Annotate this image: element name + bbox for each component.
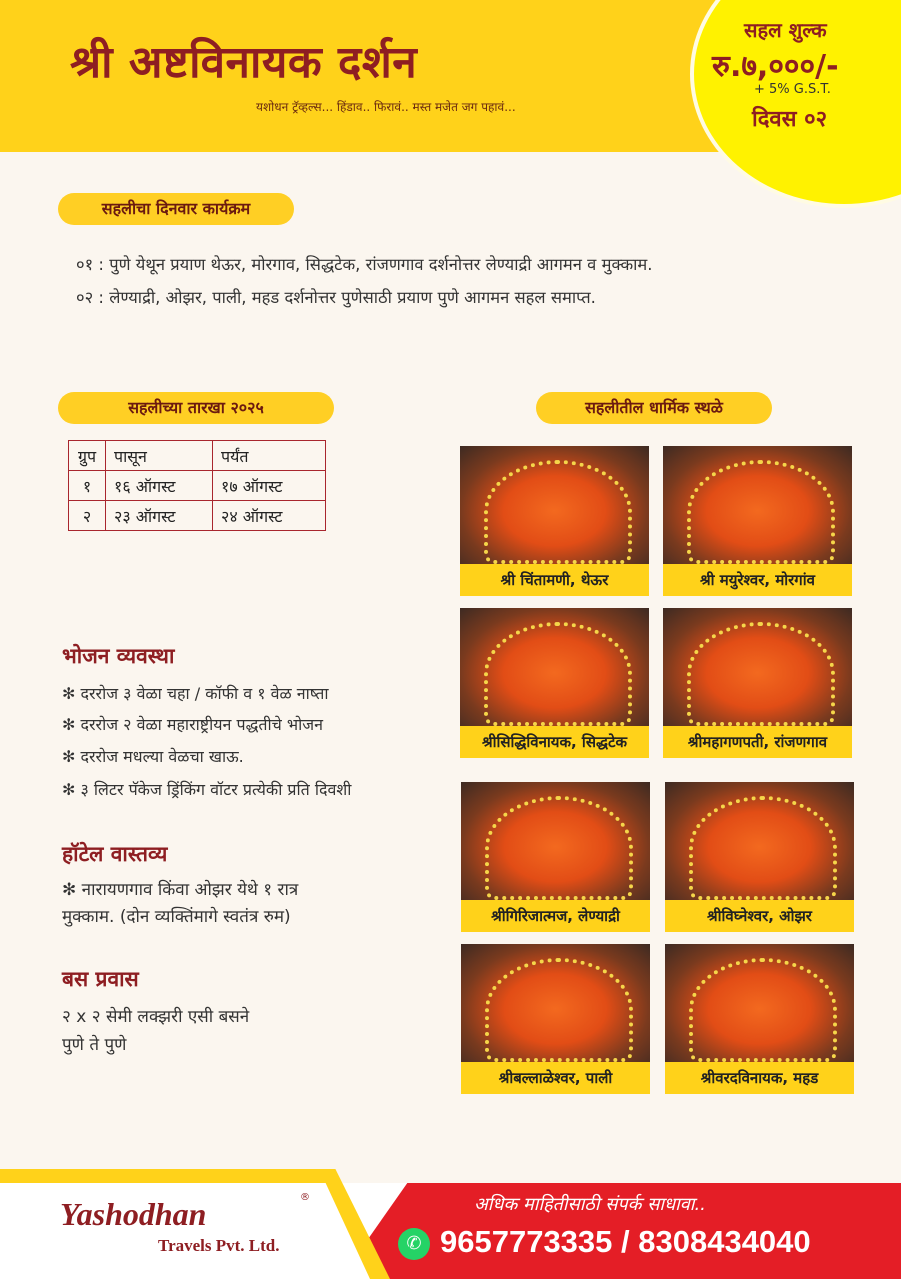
- temple-card-pali: [461, 944, 650, 1094]
- table-cell: २४ ऑगस्ट: [213, 501, 326, 531]
- contact-note: अधिक माहितीसाठी संपर्क साधावा..: [474, 1194, 706, 1215]
- table-row: [69, 471, 326, 501]
- price-value: रु.७,०००/-: [712, 49, 839, 84]
- temple-caption: श्री मयुरेश्वर, मोरगांव: [663, 564, 852, 596]
- ganesha-photo: [663, 446, 852, 564]
- ganesha-photo: [665, 944, 854, 1062]
- whatsapp-phone-icon: ✆: [398, 1228, 430, 1260]
- company-name: Travels Pvt. Ltd.: [158, 1236, 280, 1255]
- hotel-line-2: मुक्काम. (दोन व्यक्तिंमागे स्वतंत्र रुम): [62, 907, 291, 927]
- dates-table: [68, 440, 326, 531]
- temple-caption: श्रीमहागणपती, रांजणगाव: [663, 726, 852, 758]
- itinerary-day-2: ०२ : लेण्याद्री, ओझर, पाली, महड दर्शनोत्तर पुणेसाठी प्रयाण पुणे आगमन सहल समाप्त.: [76, 288, 596, 307]
- list-item: ✻ दररोज ३ वेळा चहा / कॉफी व १ वेळ नाष्ता: [62, 684, 329, 703]
- dates-heading: सहलीच्या तारखा २०२५: [58, 392, 334, 424]
- temple-caption: श्रीविघ्नेश्वर, ओझर: [665, 900, 854, 932]
- hotel-line-1: ✻ नारायणगाव किंवा ओझर येथे १ रात्र: [62, 880, 299, 900]
- ganesha-photo: [665, 782, 854, 900]
- bus-line-2: पुणे ते पुणे: [62, 1035, 127, 1055]
- ganesha-photo: [461, 944, 650, 1062]
- yashodhan-logo: Yashodhan: [60, 1196, 207, 1232]
- table-row: [69, 501, 326, 531]
- table-cell: १: [69, 471, 106, 501]
- page-title: श्री अष्टविनायक दर्शन: [70, 37, 418, 88]
- trip-days: दिवस ०२: [752, 107, 828, 132]
- temple-card-morgaon: [663, 446, 852, 596]
- phone-numbers[interactable]: 9657773335 / 8308434040: [440, 1224, 811, 1259]
- temple-caption: श्रीबल्लाळेश्वर, पाली: [461, 1062, 650, 1094]
- ganesha-photo: [460, 446, 649, 564]
- column-header: ग्रुप: [69, 441, 106, 471]
- ganesha-photo: [461, 782, 650, 900]
- hotel-heading: हॉटेल वास्तव्य: [62, 842, 168, 866]
- temple-card-mahad: [665, 944, 854, 1094]
- list-item: ✻ ३ लिटर पॅकेज ड्रिंकिंग वॉटर प्रत्येकी प्रति दिवशी: [62, 780, 352, 799]
- ganesha-photo: [460, 608, 649, 726]
- food-heading: भोजन व्यवस्था: [62, 644, 175, 668]
- list-item: ✻ दररोज मधल्या वेळचा खाऊ.: [62, 747, 244, 766]
- registered-mark: ®: [300, 1192, 310, 1203]
- ganesha-photo: [663, 608, 852, 726]
- list-item: ✻ दररोज २ वेळा महाराष्ट्रीयन पद्धतीचे भोजन: [62, 715, 324, 734]
- temple-caption: श्री चिंतामणी, थेऊर: [460, 564, 649, 596]
- table-cell: २३ ऑगस्ट: [106, 501, 213, 531]
- price-gst: + 5% G.S.T.: [754, 82, 831, 97]
- temple-card-ranjangaon: [663, 608, 852, 758]
- table-header-row: [69, 441, 326, 471]
- temple-caption: श्रीवरदविनायक, महड: [665, 1062, 854, 1094]
- bus-heading: बस प्रवास: [62, 967, 139, 991]
- temple-caption: श्रीसिद्धिविनायक, सिद्धटेक: [460, 726, 649, 758]
- temples-heading: सहलीतील धार्मिक स्थळे: [536, 392, 772, 424]
- table-cell: १७ ऑगस्ट: [213, 471, 326, 501]
- temple-caption: श्रीगिरिजात्मज, लेण्याद्री: [461, 900, 650, 932]
- itinerary-day-1: ०१ : पुणे येथून प्रयाण थेऊर, मोरगाव, सिद्धटेक, रांजणगाव दर्शनोत्तर लेण्याद्री आगमन व मुक्काम.: [76, 255, 653, 274]
- itinerary-heading: सहलीचा दिनवार कार्यक्रम: [58, 193, 294, 225]
- tagline: यशोधन ट्रॅव्हल्स... हिंडाव.. फिरावं.. मस्त मजेत जग पहावं...: [256, 100, 516, 114]
- temple-card-lenyadri: [461, 782, 650, 932]
- temple-card-siddhatek: [460, 608, 649, 758]
- column-header: पासून: [106, 441, 213, 471]
- table-cell: २: [69, 501, 106, 531]
- column-header: पर्यंत: [213, 441, 326, 471]
- bus-line-1: २ x २ सेमी लक्झरी एसी बसने: [62, 1007, 250, 1027]
- price-label: सहल शुल्क: [744, 18, 827, 42]
- temple-card-ozar: [665, 782, 854, 932]
- temple-card-theur: [460, 446, 649, 596]
- table-cell: १६ ऑगस्ट: [106, 471, 213, 501]
